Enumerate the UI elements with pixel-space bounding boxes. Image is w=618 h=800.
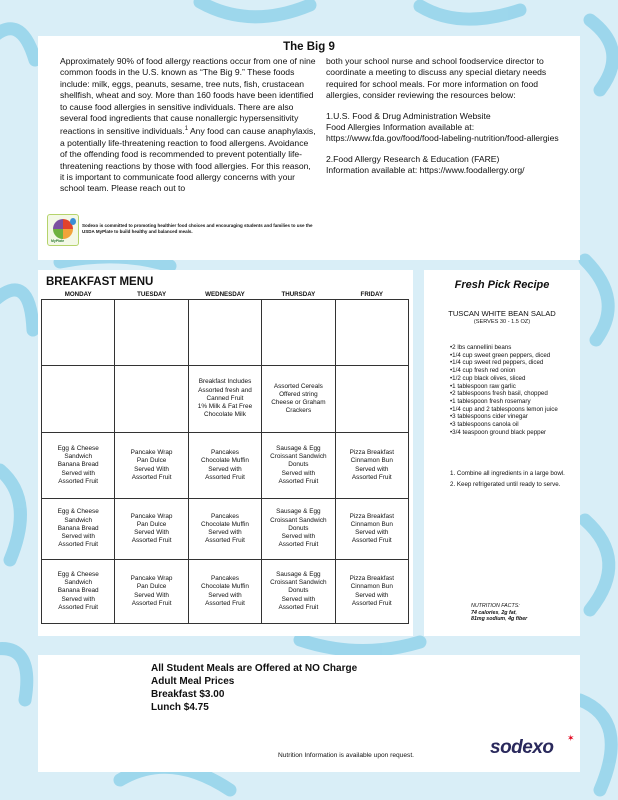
ingredient-item: • 2 tablespoons fresh basil, chopped [450,390,580,398]
menu-cell [115,366,188,433]
menu-cell: Pancakes Chocolate Muffin Served with Assorted Fruit [188,433,261,499]
big9-right-column [326,56,566,177]
menu-cell [188,300,261,366]
nutrition-line2: 81mg sodium, 4g fiber [471,616,528,623]
ingredient-item: • 2 lbs cannellini beans [450,344,580,352]
myplate-logo [47,214,79,246]
menu-cell: Sausage & Egg Croissant Sandwich Donuts Served with Assorted Fruit [262,499,335,560]
recipe-panel [424,270,580,636]
menu-cell: Pizza Breakfast Cinnamon Bun Served with Assorted Fruit [335,499,408,560]
sodexo-star-icon: ✶ [567,733,575,743]
nutrition-line1: 74 calories, 2g fat, [471,609,517,616]
menu-cell: Pancakes Chocolate Muffin Served with Assorted Fruit [188,560,261,624]
menu-cell [262,300,335,366]
big9-left-column [60,56,316,195]
sodexo-logo: sodexo [490,737,554,758]
meal-prices-panel [38,655,580,772]
day-header: FRIDAY [360,291,384,298]
menu-cell: Egg & Cheese Sandwich Banana Bread Served with Assorted Fruit [42,433,115,499]
ingredient-item: • 1 tablespoon fresh rosemary [450,398,580,406]
nutrition-fat: 2g fat [501,609,516,616]
ingredient-item: • 1/4 cup fresh red onion [450,367,580,375]
menu-cell: Breakfast Includes Assorted fresh and Canned Fruit 1% Milk & Fat Free Chocolate Milk [188,366,261,433]
step-item: 2. Keep refrigerated until ready to serve. [450,481,561,489]
menu-cell [42,366,115,433]
day-header: THURSDAY [281,291,316,298]
day-header: TUESDAY [137,291,167,298]
myplate-logo-caption: MyPlate [51,239,65,243]
menu-week-row [42,560,409,624]
menu-header-row [42,290,409,300]
resource1-url[interactable]: https://www.fda.gov/food/food-labeling-nutrition/food-allergies [326,133,559,144]
recipe-heading: Fresh Pick Recipe [454,279,550,291]
big9-left-text-b: Any food can cause anaphylaxis, a potentially life-threatening reaction to food allergens. Avoidance of the offending food is recommended to prevent potentially life-threatening reactions by those with food allergies. For this reason, it is important to communicate food allergy concerns with your school team. Please reach out to [60,126,316,194]
ingredient-item: • 1 tablespoon raw garlic [450,383,580,391]
footnote-marker: 1 [184,126,189,133]
menu-cell: Pancake Wrap Pan Dulce Served With Assorted Fruit [115,499,188,560]
ingredient-item: • 1/4 cup sweet red peppers, diced [450,359,580,367]
menu-cell: Assorted Cereals Offered string Cheese or Graham Crackers [262,366,335,433]
big9-panel [38,36,580,260]
menu-table [41,290,409,624]
nutrition-sodium: 81mg sodium [471,616,506,623]
menu-cell: Egg & Cheese Sandwich Banana Bread Served with Assorted Fruit [42,499,115,560]
breakfast-menu-panel [38,270,413,636]
ingredient-list [450,344,580,436]
nutrition-label: NUTRITION FACTS: [471,603,520,609]
resource2-title: 2.Food Allergy Research & Education (FARE) [326,153,500,164]
menu-week-row [42,499,409,560]
big9-title: The Big 9 [283,41,335,53]
menu-cell: Pizza Breakfast Cinnamon Bun Served with Assorted Fruit [335,433,408,499]
menu-cell [335,366,408,433]
menu-cell: Egg & Cheese Sandwich Banana Bread Served with Assorted Fruit [42,560,115,624]
ingredient-item: • 1/4 cup and 2 tablespoons lemon juice [450,406,580,414]
resource1-line2: Food Allergies Information available at: [326,122,475,133]
menu-cell [42,300,115,366]
big9-left-text-a: Approximately 90% of food allergy reactions occur from one of nine common foods in the U.S. known as “The Big 9.” These foods include: milk, eggs, peanuts, sesame, tree nuts, fish, crustacean shellfish, wheat and soy. More than 160 foods have been identified to cause food allergies in sensitive individuals. There are also several food ingredients that cause nonallergic hypersensitivity reactions in sensitive individuals. [60,56,316,137]
ingredient-item: • 3 tablespoons cider vinegar [450,413,580,421]
day-header: MONDAY [64,291,92,298]
adult-prices-heading: Adult Meal Prices [151,676,235,687]
step-list [450,470,580,492]
ingredient-item: • 1/4 cup sweet green peppers, diced [450,352,580,360]
recipe-name: TUSCAN WHITE BEAN SALAD [448,309,556,318]
menu-cell: Pancake Wrap Pan Dulce Served With Assorted Fruit [115,560,188,624]
recipe-serves: (SERVES 30 - 1.5 OZ) [473,319,531,325]
menu-cell: Pancakes Chocolate Muffin Served with Assorted Fruit [188,499,261,560]
menu-title: BREAKFAST MENU [46,276,154,288]
ingredient-item: • 3 tablespoons canola oil [450,421,580,429]
ingredient-item: • 1/2 cup black olives, sliced [450,375,580,383]
menu-cell [115,300,188,366]
myplate-statement: Sodexo is committed to promoting healthier food choices and encouraging students and families to use the USDA MyPlate to build healthy and balanced meals. [82,223,313,234]
nutrition-calories: 74 calories [471,609,499,616]
ingredient-item: • 3/4 teaspoon ground black pepper [450,429,580,437]
resource2-line2[interactable]: Information available at: https://www.foodallergy.org/ [326,165,525,176]
nutrition-facts [471,603,579,623]
lunch-price: Lunch $4.75 [151,702,209,713]
menu-cell: Pizza Breakfast Cinnamon Bun Served with Assorted Fruit [335,560,408,624]
menu-week-row [42,433,409,499]
nutrition-fiber: 4g fiber [508,616,528,623]
free-meals-line: All Student Meals are Offered at NO Charge [151,663,358,674]
nutrition-note: Nutrition Information is available upon request. [278,752,414,759]
day-header: WEDNESDAY [205,291,245,298]
big9-left-paragraph [60,56,316,195]
breakfast-price: Breakfast $3.00 [151,689,225,700]
menu-week-row [42,366,409,433]
myplate-cup-icon [70,218,76,225]
big9-right-paragraph: both your school nurse and school foodservice director to coordinate a meeting to discuss any special dietary needs required for school meals. For more information on food allergies, consider reviewing the resources below: [326,56,547,101]
menu-cell: Sausage & Egg Croissant Sandwich Donuts Served with Assorted Fruit [262,433,335,499]
menu-week-row [42,300,409,366]
menu-cell: Pancake Wrap Pan Dulce Served With Assorted Fruit [115,433,188,499]
meal-prices [151,662,471,714]
menu-cell [335,300,408,366]
menu-cell: Sausage & Egg Croissant Sandwich Donuts Served with Assorted Fruit [262,560,335,624]
resource1-title: 1.U.S. Food & Drug Administration Website [326,110,491,121]
step-item: 1. Combine all ingredients in a large bowl. [450,470,565,477]
